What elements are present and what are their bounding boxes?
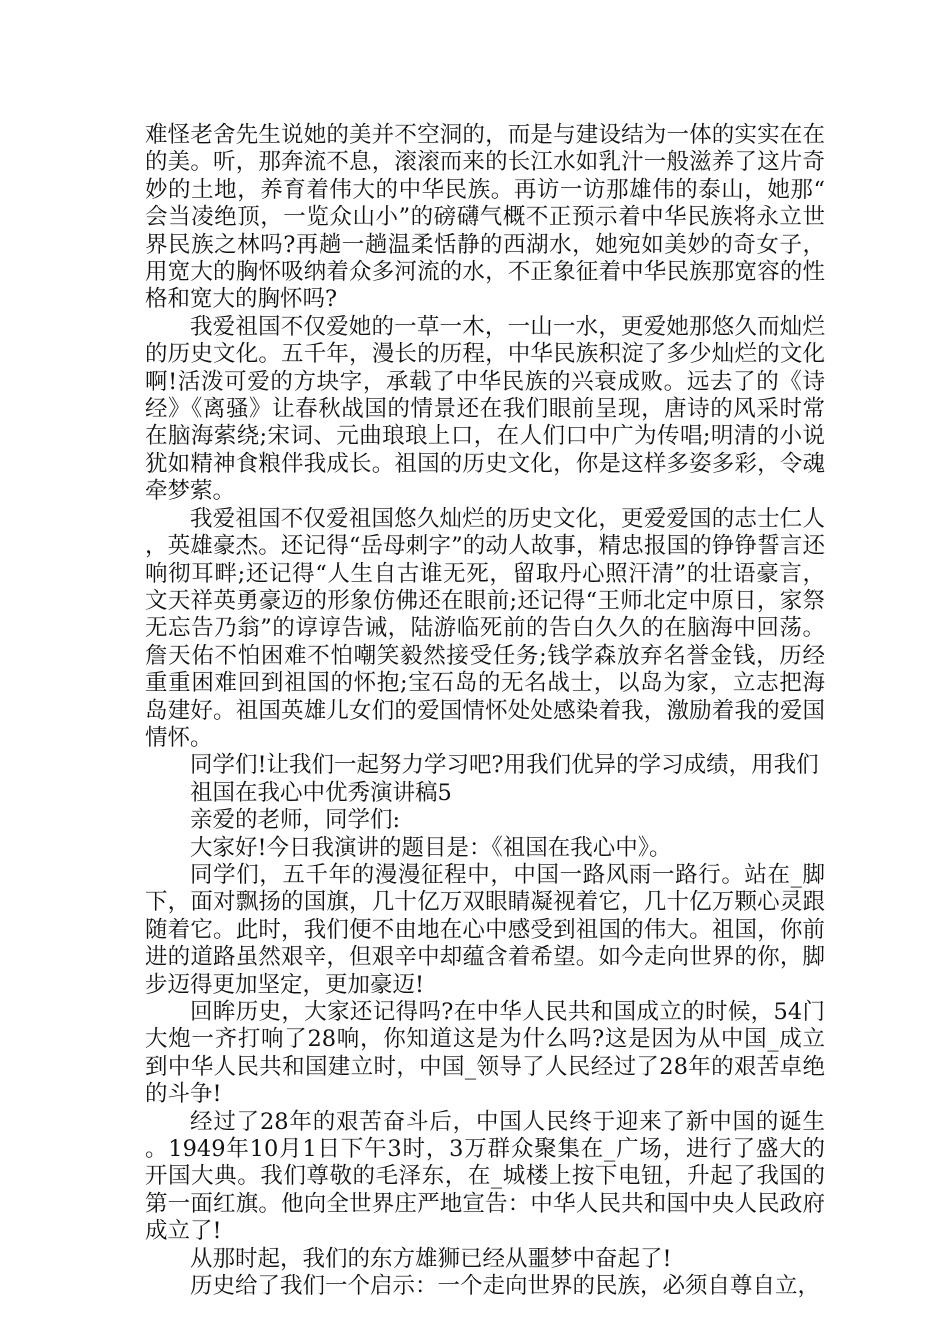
- speech-greeting: 大家好!今日我演讲的题目是：《祖国在我心中》。: [190, 834, 672, 861]
- document-page: [145, 122, 825, 1300]
- speech-salutation: 亲爱的老师，同学们:: [190, 807, 401, 834]
- paragraph-mountains-rivers: 难怪老舍先生说她的美并不空洞的，而是与建设结为一体的实实在在的美。听，那奔流不息，滚滚而来的长江水如乳汁一般滋养了这片奇妙的土地，养育着伟大的中华民族。再访一访那雄伟的泰山，她那“会当凌绝顶，一览众山小”的磅礴气概不正预示着中华民族将永立世界民族之林吗?再趟一趟温柔恬静的西湖水，她宛如美妙的奇女子，用宽大的胸怀吸纳着众多河流的水，不正象征着中华民族那宽容的性格和宽大的胸怀吗?: [145, 122, 825, 313]
- speech-title: 祖国在我心中优秀演讲稿5: [190, 779, 452, 806]
- paragraph-founding-ceremony: 经过了28年的艰苦奋斗后，中国人民终于迎来了新中国的诞生。1949年10月1日下午3时，3万群众聚集在_广场，进行了盛大的开国大典。我们尊敬的毛泽东，在_城楼上按下电钮，升起了我国的第一面红旗。他向全世界庄严地宣告：中华人民共和国中央人民政府成立了!: [145, 1108, 825, 1245]
- paragraph-five-thousand-years: 同学们，五千年的漫漫征程中，中国一路风雨一路行。站在_脚下，面对飘扬的国旗，几十亿万双眼睛凝视着它，几十亿万颗心灵跟随着它。此时，我们便不由地在心中感受到祖国的伟大。祖国，你前进的道路虽然艰辛，但艰辛中却蕴含着希望。如今走向世界的你，脚步迈得更加坚定，更加豪迈!: [145, 861, 825, 998]
- paragraph-call-to-study: 同学们!让我们一起努力学习吧?用我们优异的学习成绩，用我们: [190, 752, 819, 779]
- paragraph-history-culture: 我爱祖国不仅爱她的一草一木，一山一水，更爱她那悠久而灿烂的历史文化。五千年，漫长的历程，中华民族积淀了多少灿烂的文化啊!活泼可爱的方块字，承载了中华民族的兴衰成败。远去了的《诗经》《离骚》让春秋战国的情景还在我们眼前呈现，唐诗的风采时常在脑海萦绕;宋词、元曲琅琅上口，在人们口中广为传唱;明清的小说犹如精神食粮伴我成长。祖国的历史文化，你是这样多姿多彩，令魂牵梦萦。: [145, 313, 825, 505]
- paragraph-looking-back: 回眸历史，大家还记得吗?在中华人民共和国成立的时候，54门大炮一齐打响了28响，你知道这是为什么吗?这是因为从中国_成立到中华人民共和国建立时，中国_领导了人民经过了28年的艰苦卓绝的斗争!: [145, 999, 825, 1108]
- paragraph-heroes: 我爱祖国不仅爱祖国悠久灿烂的历史文化，更爱爱国的志士仁人，英雄豪杰。还记得“岳母刺字”的动人故事，精忠报国的铮铮誓言还响彻耳畔;还记得“人生自古谁无死，留取丹心照汗清”的壮语豪言，文天祥英勇豪迈的形象仿佛还在眼前;还记得“王师北定中原日，家祭无忘告乃翁”的谆谆告诫，陆游临死前的告白久久的在脑海中回荡。詹天佑不怕困难不怕嘲笑毅然接受任务;钱学森放弃名誉金钱，历经重重困难回到祖国的怀抱;宝石岛的无名战士，以岛为家，立志把海岛建好。祖国英雄儿女们的爱国情怀处处感染着我，激励着我的爱国情怀。: [145, 505, 825, 751]
- paragraph-history-lesson: 历史给了我们一个启示：一个走向世界的民族，必须自尊自立，: [190, 1273, 821, 1300]
- paragraph-awakened-lion: 从那时起，我们的东方雄狮已经从噩梦中奋起了!: [190, 1245, 672, 1272]
